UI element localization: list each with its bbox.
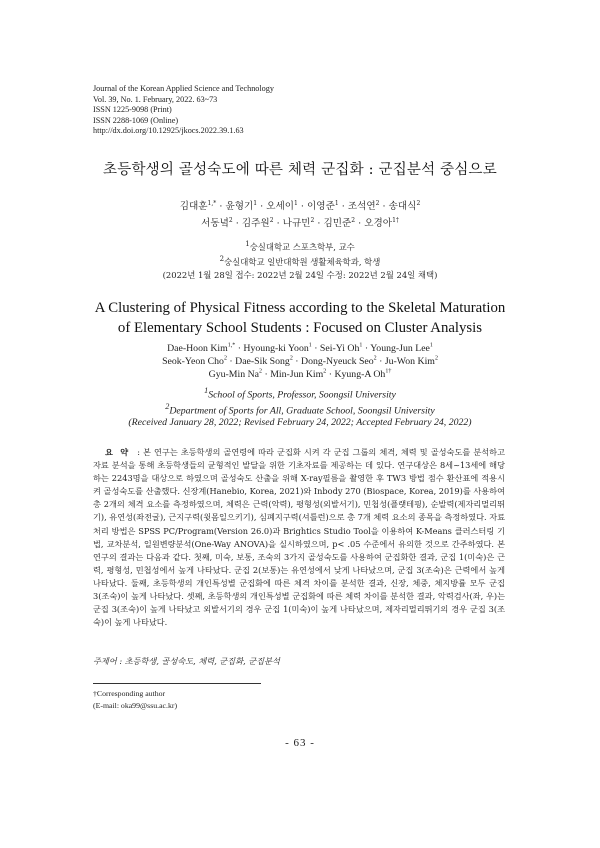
authors-korean-line-1: 김대훈$^{1,*}$ · 윤형기$^1$ · 오세이$^1$ · 이영준$^1$ · 조석연$^2$ · 송대식$^2$ — [179, 199, 421, 212]
issn-online: ISSN 2288-1069 (Online) — [93, 115, 179, 125]
received-dates-korean: (2022년 1월 28일 접수: 2022년 2월 24일 수정: 2022년 2월 24일 채택) — [162, 269, 438, 280]
abstract-label: 요 약 — [105, 447, 131, 457]
authors-english-line-2: Seok-Yeon Cho$^2$ · Dae-Sik Song$^2$ · Dong-Nyeuck Seo$^2$ · Ju-Won Kim$^2$ — [162, 355, 438, 367]
title-korean: 초등학생의 골성숙도에 따른 체력 군집화 : 군집분석 중심으로 — [103, 162, 497, 178]
author-ko: 윤형기 — [225, 201, 254, 212]
journal-metadata — [93, 84, 274, 137]
author-en: Kyung-A Oh — [334, 368, 386, 380]
page-number: - 63 - — [285, 737, 315, 749]
issn-print: ISSN 1225-9098 (Print) — [93, 105, 172, 115]
author-ko: 오경아 — [364, 218, 393, 229]
abstract-text: : 본 연구는 초등학생의 골연령에 따라 군집화 시켜 각 군집 그룹의 체격, 체력 및 골성숙도를 분석하고 자료 분석을 통해 초등학생들의 균형적인 발달을 위한 기초자료를 제공하는 데 있다. 연구대상은 8세~13세에 해당하는 2243명을 대상으로 하였으며 골성숙도 산출을 위해 X-ray필름을 촬영한 후 TW3 방법 점수 환산표에 적용시켜 골성숙도를 산출했다. 신장계(Hanebio, Korea, 2021)와 Inbody 270 (Biospace, Korea, 2019)를 사용하여 총 2개의 체격 요소를 측정하였으며, 체력은 근력(악력), 평형성(외발서기), 민첩성(플랫테핑), 순발력(제자리멀리뛰기), 유연성(좌전굴), 근지구력(윗몸일으키기), 심폐지구력(셔틀런)으로 총 7개 체력 요소의 종목을 측정하였다. 자료처리 방법은 SPSS PC/Program(Version 26.0)과 Brightics Studio Tool을 이용하여 K-Means 클러스터링 기법, 교차분석, 일원변량분석(One-Way ANOVA)을 실시하였으며, p< .05 수준에서 유의한 것으로 간주하였다. 본 연구의 결과는 다음과 같다. 첫째, 미숙, 보통, 조숙의 3가지 골성숙도를 사용하여 군집화한 결과, 군집 1(미숙)은 근력, 평형성, 민첩성에서 높게 나타났다. 군집 2(보통)는 유연성에서 낮게 나타났으며, 군집 3(조숙)은 근력에서 높게 나타났다. 둘째, 초등학생의 개인특성별 군집화에 따른 체격 차이를 분석한 결과, 신장, 체중, 체지방률 모두 군집 3(조숙)이 높게 나타났다. 셋째, 초등학생의 개인특성별 군집화에 따른 체력 차이를 분석한 결과, 악력검사(좌, 우)는 군집 3(조숙)이 높게 나타났고 외발서기의 경우 군집 1(미숙)이 높게 나타났으며, 제자리멀리뛰기의 경우 군집 3(조숙)이 높게 나타났다. — [93, 447, 506, 628]
author-en: Hyoung-ki Yoon — [243, 343, 309, 354]
journal-volume: Vol. 39, No. 1. February, 2022. 63~73 — [93, 94, 218, 104]
received-dates-english: (Received January 28, 2022; Revised February 24, 2022; Accepted February 24, 2022) — [128, 417, 472, 429]
author-en: Dae-Sik Song — [235, 355, 290, 367]
author-en: Sei-Yi Oh — [319, 343, 360, 354]
corresponding-email[interactable]: (E-mail: oka99@ssu.ac.kr) — [93, 700, 178, 710]
affiliation-ko-1: $^1$숭실대학교 스포츠학부, 교수 — [245, 240, 355, 252]
author-en: Dae-Hoon Kim — [167, 343, 228, 354]
authors-english — [0, 343, 600, 381]
affiliation-en-2: $^2$Department of Sports for All, Graduate School, Soongsil University — [165, 402, 435, 417]
footnote-divider — [93, 683, 261, 684]
author-ko: 송대식 — [388, 201, 417, 212]
affiliation-en-1: $^1$School of Sports, Professor, Soongsil University — [204, 386, 396, 401]
author-ko: 김대훈 — [179, 201, 208, 212]
authors-korean-line-2: 서동녘$^2$ · 김주원$^2$ · 나규민$^2$ · 김민준$^2$ · 오경아$^{1\dagger}$ — [201, 216, 399, 229]
authors-korean — [0, 198, 600, 232]
journal-name: Journal of the Korean Applied Science and Technology — [93, 84, 274, 93]
author-ko: 나규민 — [282, 218, 311, 229]
author-ko: 김주원 — [241, 218, 270, 229]
author-ko: 이영준 — [307, 201, 335, 212]
author-ko: 오세이 — [266, 201, 295, 212]
author-en: Seok-Yeon Cho — [162, 355, 224, 367]
affiliations-english — [0, 385, 600, 429]
title-english: A Clustering of Physical Fitness according to the Skeletal Maturation of Elementary School Students : Focused on Cluster Analysis — [94, 300, 506, 336]
corresponding-author: †Corresponding author — [93, 689, 166, 698]
authors-english-line-1: Dae-Hoon Kim$^{1,*}$ · Hyoung-ki Yoon$^1$ · Sei-Yi $Oh^1$ · Young-Jun Lee$^1$ — [167, 342, 433, 354]
abstract — [93, 446, 505, 629]
author-en: Young-Jun Lee — [370, 343, 430, 354]
affiliations-korean — [0, 238, 600, 281]
author-en: Dong-Nyeuck Seo — [301, 355, 374, 367]
authors-english-line-3: Gyu-Min $Na^2 \cdot Min-Jun$ Kim$^2$ · Kyung-A $Oh^{1\dagger}$ — [208, 368, 392, 380]
affiliation-ko-2: $^2$숭실대학교 일반대학원 생활체육학과, 학생 — [219, 255, 381, 268]
doi-link[interactable]: http://dx.doi.org/10.12925/jkocs.2022.39.1.63 — [93, 126, 244, 136]
author-en: Gyu-Min Na — [208, 368, 260, 380]
keywords: 주제어 : 초등학생, 골성숙도, 체력, 군집화, 군집분석 — [93, 656, 280, 666]
footnote — [93, 688, 177, 711]
author-en: Ju-Won Kim — [384, 355, 435, 367]
author-ko: 김민준 — [323, 218, 352, 229]
author-ko: 서동녘 — [201, 218, 229, 229]
author-ko: 조석연 — [347, 201, 376, 212]
author-en: Min-Jun Kim — [270, 368, 324, 380]
